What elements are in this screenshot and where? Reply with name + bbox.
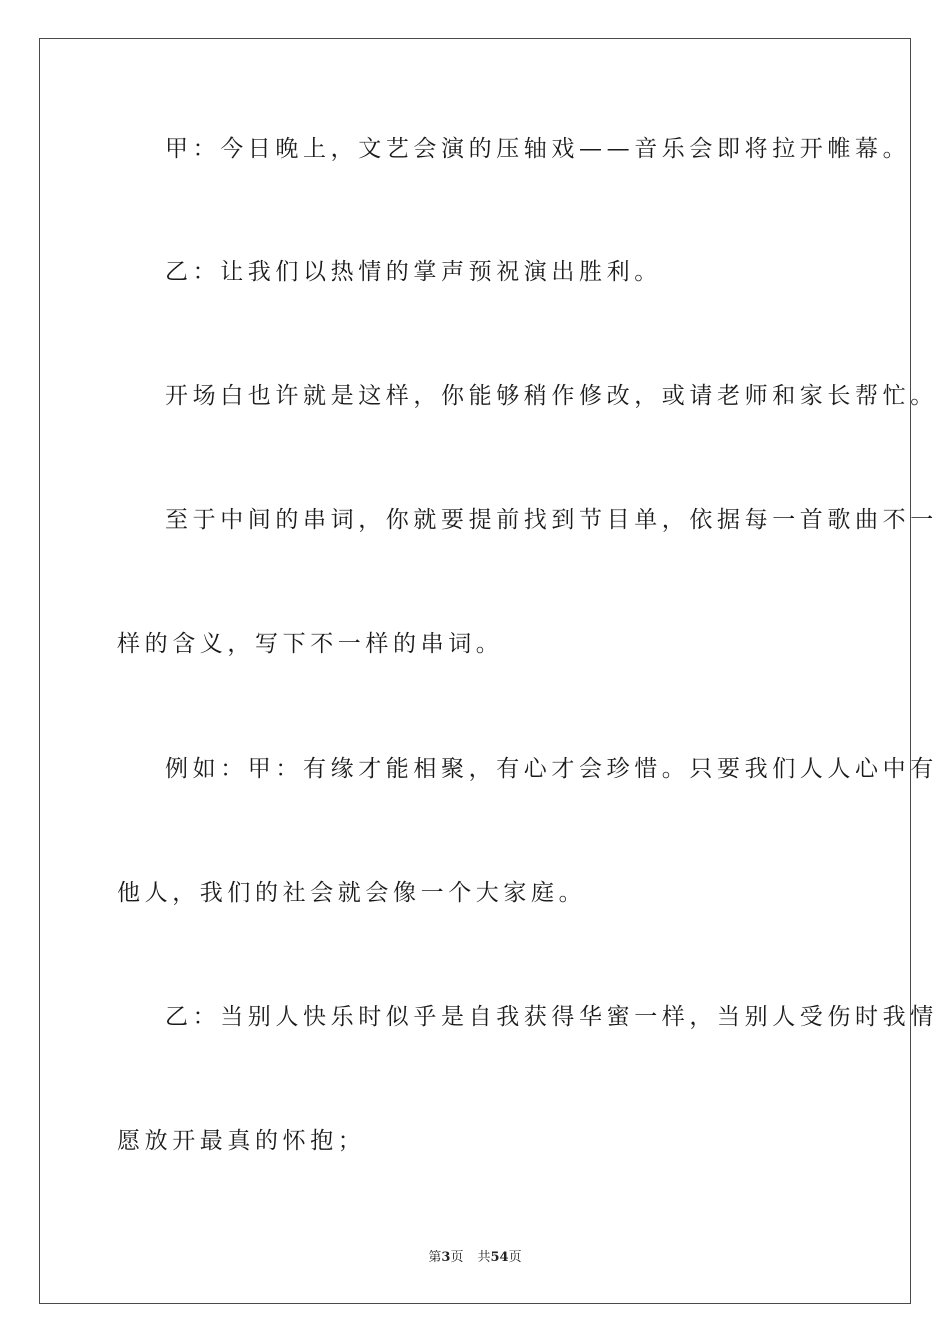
paragraph-line-1: 甲：今日晚上，文艺会演的压轴戏——音乐会即将拉开帷幕。 bbox=[165, 136, 911, 162]
paragraph-line-3: 开场白也许就是这样，你能够稍作修改，或请老师和家长帮忙。 bbox=[165, 383, 938, 409]
page-frame bbox=[39, 38, 911, 1304]
paragraph-line-5: 样的含义，写下不一样的串词。 bbox=[117, 631, 504, 657]
page-number: 3 bbox=[441, 1250, 451, 1265]
paragraph-line-8: 乙：当别人快乐时似乎是自我获得华蜜一样，当别人受伤时我情 bbox=[165, 1004, 938, 1030]
page-suffix: 页 bbox=[450, 1250, 464, 1265]
paragraph-line-7: 他人，我们的社会就会像一个大家庭。 bbox=[117, 880, 587, 906]
total-pages: 54 bbox=[490, 1250, 509, 1265]
page-footer bbox=[0, 1246, 950, 1265]
paragraph-line-9: 愿放开最真的怀抱； bbox=[117, 1128, 366, 1154]
paragraph-line-6: 例如：甲：有缘才能相聚，有心才会珍惜。只要我们人人心中有 bbox=[165, 756, 938, 782]
paragraph-line-4: 至于中间的串词，你就要提前找到节目单，依据每一首歌曲不一 bbox=[165, 507, 938, 533]
total-suffix: 页 bbox=[508, 1250, 522, 1265]
paragraph-line-2: 乙：让我们以热情的掌声预祝演出胜利。 bbox=[165, 259, 662, 285]
total-prefix: 共 bbox=[477, 1250, 491, 1265]
page-prefix: 第 bbox=[428, 1250, 442, 1265]
